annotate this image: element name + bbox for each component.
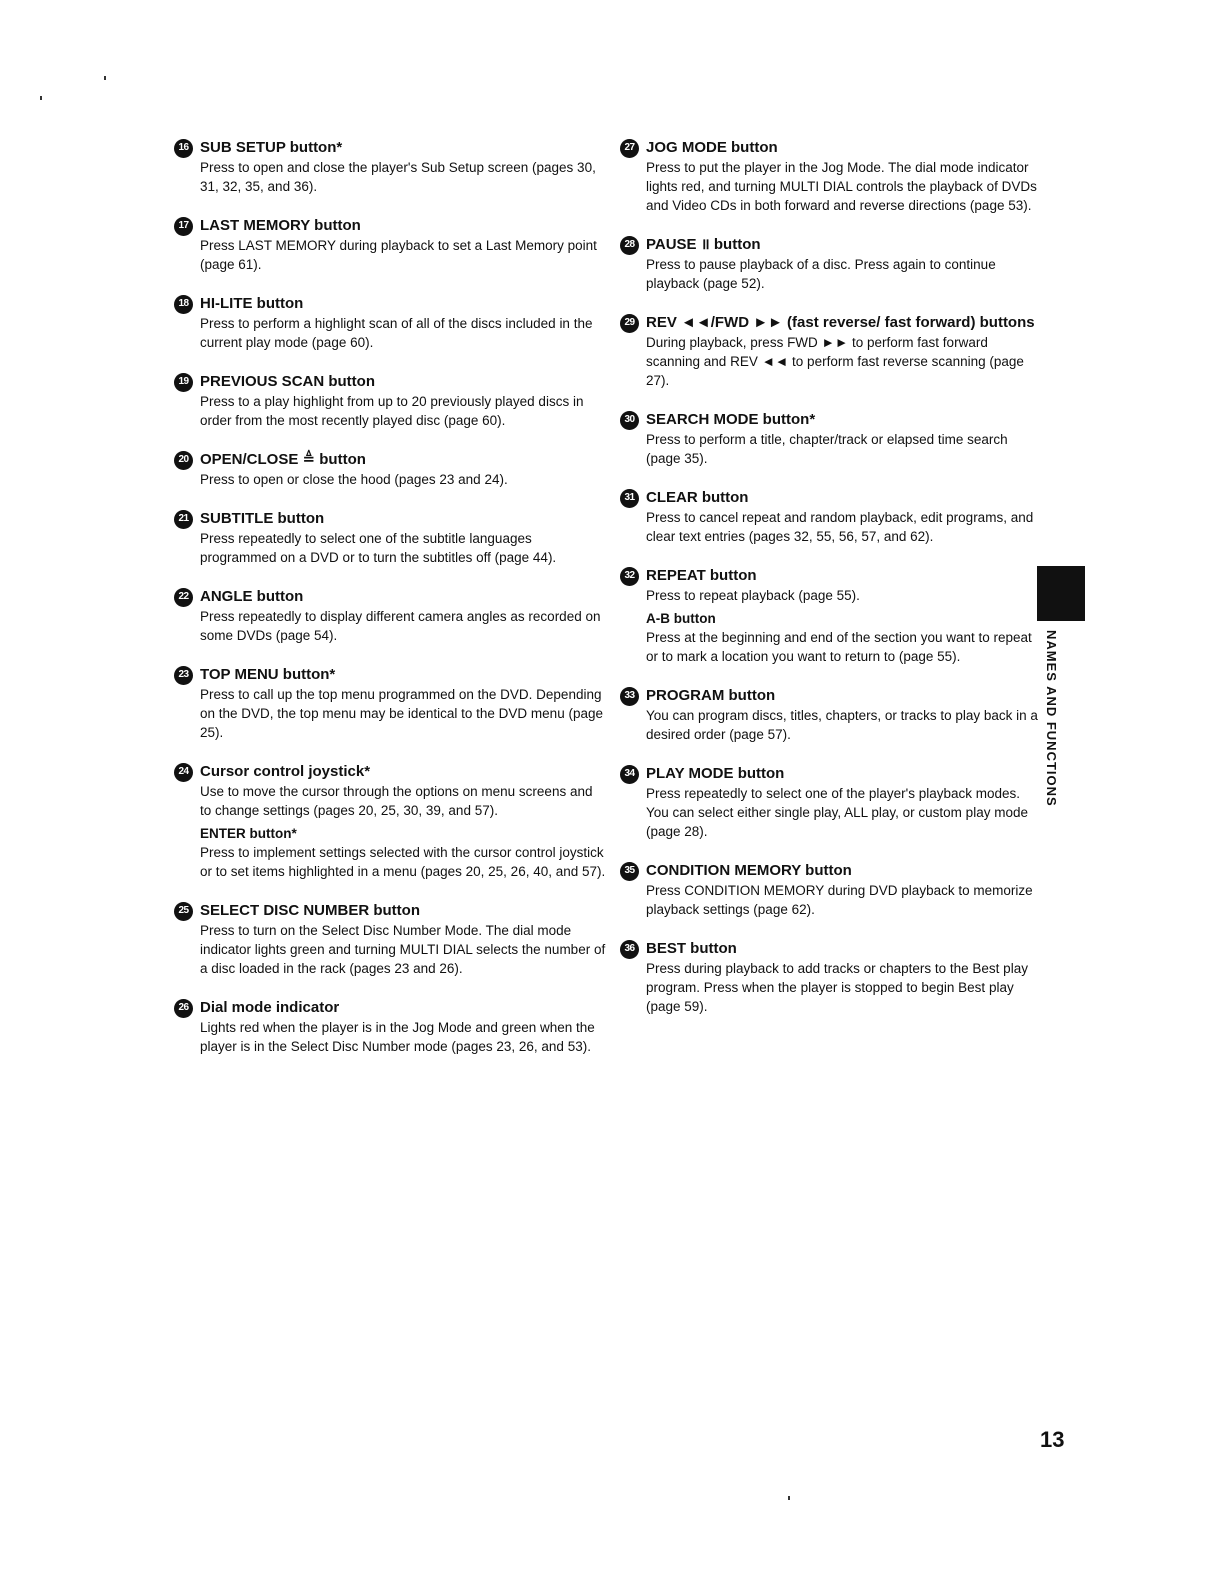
entry-number-badge: 31 (620, 489, 639, 508)
entry-body (646, 706, 1040, 744)
entry-body (200, 392, 606, 430)
entry-number-badge: 33 (620, 687, 639, 706)
function-entry (174, 138, 606, 196)
entry-heading (174, 450, 606, 470)
entry-subtitle: A-B button (646, 611, 716, 626)
entry-number-badge: 18 (174, 295, 193, 314)
entry-body (646, 784, 1040, 841)
entry-title: PREVIOUS SCAN button (200, 373, 375, 390)
entry-description: Press to call up the top menu programmed on the DVD. Depending on the DVD, the top menu may be identical to the DVD menu (page 25). (200, 687, 603, 740)
entry-heading (620, 235, 1040, 255)
entry-number-badge: 28 (620, 236, 639, 255)
right-column (620, 138, 1040, 1036)
entry-title: PAUSE ॥ button (646, 236, 761, 253)
entry-subdescription: Press at the beginning and end of the section you want to repeat or to mark a location you want to return to (page 55). (646, 630, 1032, 664)
entry-heading (174, 294, 606, 314)
entry-description: Press to put the player in the Jog Mode. The dial mode indicator lights red, and turning MULTI DIAL controls the playback of DVDs and Video CDs in both forward and reverse directions (page 53). (646, 160, 1037, 213)
entry-description: Use to move the cursor through the options on menu screens and to change settings (pages 20, 25, 30, 39, and 57). (200, 784, 593, 818)
entry-heading (174, 998, 606, 1018)
entry-body (200, 529, 606, 567)
entry-subtitle: ENTER button* (200, 826, 297, 841)
function-entry (174, 901, 606, 978)
entry-heading (174, 138, 606, 158)
entry-title: JOG MODE button (646, 139, 778, 156)
entry-number-badge: 21 (174, 510, 193, 529)
entry-heading (174, 372, 606, 392)
scan-mark (788, 1496, 790, 1500)
entry-heading (620, 138, 1040, 158)
entry-number-badge: 34 (620, 765, 639, 784)
entry-heading (620, 686, 1040, 706)
entry-title: CLEAR button (646, 489, 749, 506)
entry-description: Press to turn on the Select Disc Number Mode. The dial mode indicator lights green and turning MULTI DIAL selects the number of a disc loaded in the rack (pages 23 and 26). (200, 923, 606, 976)
entry-heading (174, 509, 606, 529)
entry-title: REV ◄◄/FWD ►► (fast reverse/ fast forward) buttons (646, 314, 1035, 331)
entry-body (200, 470, 606, 489)
entry-number-badge: 32 (620, 567, 639, 586)
entry-title: ANGLE button (200, 588, 304, 605)
function-entry (620, 488, 1040, 546)
left-column (174, 138, 606, 1076)
scan-mark (104, 76, 106, 80)
entry-description: Press to repeat playback (page 55). (646, 588, 860, 603)
function-entry (174, 587, 606, 645)
entry-body (646, 430, 1040, 468)
entry-title: Dial mode indicator (200, 999, 340, 1016)
function-entry (174, 450, 606, 489)
function-entry (174, 372, 606, 430)
entry-description: Press to open or close the hood (pages 23 and 24). (200, 472, 508, 487)
function-entry (174, 665, 606, 742)
function-entry (174, 762, 606, 881)
entry-body (646, 158, 1040, 215)
entry-body (646, 959, 1040, 1016)
entry-heading (620, 566, 1040, 586)
entry-title: SUB SETUP button* (200, 139, 343, 156)
entry-description: Press to cancel repeat and random playback, edit programs, and clear text entries (pages 32, 55, 56, 57, and 62). (646, 510, 1034, 544)
entry-heading (174, 216, 606, 236)
entry-title: SELECT DISC NUMBER button (200, 902, 420, 919)
function-entry (174, 509, 606, 567)
entry-title: CONDITION MEMORY button (646, 862, 852, 879)
entry-number-badge: 16 (174, 139, 193, 158)
function-entry (620, 861, 1040, 919)
function-entry (174, 216, 606, 274)
entry-body (200, 236, 606, 274)
function-entry (620, 235, 1040, 293)
function-entry (174, 294, 606, 352)
entry-body (200, 1018, 606, 1056)
entry-title: HI-LITE button (200, 295, 304, 312)
entry-number-badge: 26 (174, 999, 193, 1018)
function-entry (620, 939, 1040, 1016)
function-entry (620, 410, 1040, 468)
entry-description: Press to perform a highlight scan of all of the discs included in the current play mode (page 60). (200, 316, 593, 350)
entry-heading (620, 764, 1040, 784)
function-entry (174, 998, 606, 1056)
entry-number-badge: 27 (620, 139, 639, 158)
entry-title: PROGRAM button (646, 687, 776, 704)
entry-description: Press to open and close the player's Sub Setup screen (pages 30, 31, 32, 35, and 36). (200, 160, 596, 194)
entry-subdescription: Press to implement settings selected with the cursor control joystick or to set items highlighted in a menu (pages 20, 25, 26, 40, and 57). (200, 845, 606, 879)
entry-body (200, 314, 606, 352)
entry-number-badge: 35 (620, 862, 639, 881)
entry-number-badge: 24 (174, 763, 193, 782)
entry-heading (174, 587, 606, 607)
function-entry (620, 566, 1040, 666)
entry-body (200, 158, 606, 196)
entry-description: Press during playback to add tracks or chapters to the Best play program. Press when the player is stopped to begin Best play (page 59). (646, 961, 1028, 1014)
entry-title: TOP MENU button* (200, 666, 336, 683)
entry-description: You can program discs, titles, chapters, or tracks to play back in a desired order (page 57). (646, 708, 1038, 742)
entry-heading (620, 861, 1040, 881)
entry-heading (174, 762, 606, 782)
entry-heading (620, 939, 1040, 959)
entry-title: BEST button (646, 940, 737, 957)
entry-body (646, 333, 1040, 390)
entry-body (646, 255, 1040, 293)
entry-number-badge: 30 (620, 411, 639, 430)
entry-body (646, 586, 1040, 666)
entry-number-badge: 36 (620, 940, 639, 959)
entry-description: During playback, press FWD ►► to perform fast forward scanning and REV ◄◄ to perform fast reverse scanning (page 27). (646, 335, 1024, 388)
entry-description: Press repeatedly to select one of the subtitle languages programmed on a DVD or to turn the subtitles off (page 44). (200, 531, 557, 565)
entry-body (200, 685, 606, 742)
entry-heading (174, 901, 606, 921)
function-entry (620, 686, 1040, 744)
page-number: 13 (1040, 1427, 1065, 1452)
entry-heading (620, 410, 1040, 430)
entry-body (200, 921, 606, 978)
section-label: NAMES AND FUNCTIONS (1044, 630, 1059, 807)
entry-title: LAST MEMORY button (200, 217, 361, 234)
entry-heading (620, 488, 1040, 508)
entry-number-badge: 17 (174, 217, 193, 236)
entry-heading (620, 313, 1040, 333)
entry-number-badge: 23 (174, 666, 193, 685)
function-entry (620, 764, 1040, 841)
entry-body (646, 881, 1040, 919)
entry-description: Press repeatedly to display different camera angles as recorded on some DVDs (page 54). (200, 609, 601, 643)
entry-number-badge: 20 (174, 451, 193, 470)
section-tab (1037, 566, 1085, 621)
entry-number-badge: 19 (174, 373, 193, 392)
entry-description: Press to perform a title, chapter/track or elapsed time search (page 35). (646, 432, 1008, 466)
entry-body (646, 508, 1040, 546)
entry-heading (174, 665, 606, 685)
entry-title: Cursor control joystick* (200, 763, 371, 780)
entry-body (200, 607, 606, 645)
entry-title: PLAY MODE button (646, 765, 785, 782)
entry-description: Lights red when the player is in the Jog Mode and green when the player is in the Select Disc Number mode (pages 23, 26, and 53). (200, 1020, 595, 1054)
function-entry (620, 313, 1040, 390)
entry-title: OPEN/CLOSE ≜ button (200, 451, 366, 468)
entry-body (200, 782, 606, 881)
entry-description: Press CONDITION MEMORY during DVD playback to memorize playback settings (page 62). (646, 883, 1033, 917)
entry-description: Press repeatedly to select one of the player's playback modes. You can select either single play, ALL play, or custom play mode (page 28). (646, 786, 1028, 839)
entry-number-badge: 25 (174, 902, 193, 921)
entry-number-badge: 22 (174, 588, 193, 607)
entry-title: SUBTITLE button (200, 510, 325, 527)
entry-description: Press to a play highlight from up to 20 previously played discs in order from the most recently played disc (page 60). (200, 394, 584, 428)
scan-mark (40, 96, 42, 100)
entry-number-badge: 29 (620, 314, 639, 333)
entry-title: SEARCH MODE button* (646, 411, 816, 428)
entry-description: Press to pause playback of a disc. Press again to continue playback (page 52). (646, 257, 996, 291)
function-entry (620, 138, 1040, 215)
entry-title: REPEAT button (646, 567, 757, 584)
entry-description: Press LAST MEMORY during playback to set a Last Memory point (page 61). (200, 238, 597, 272)
